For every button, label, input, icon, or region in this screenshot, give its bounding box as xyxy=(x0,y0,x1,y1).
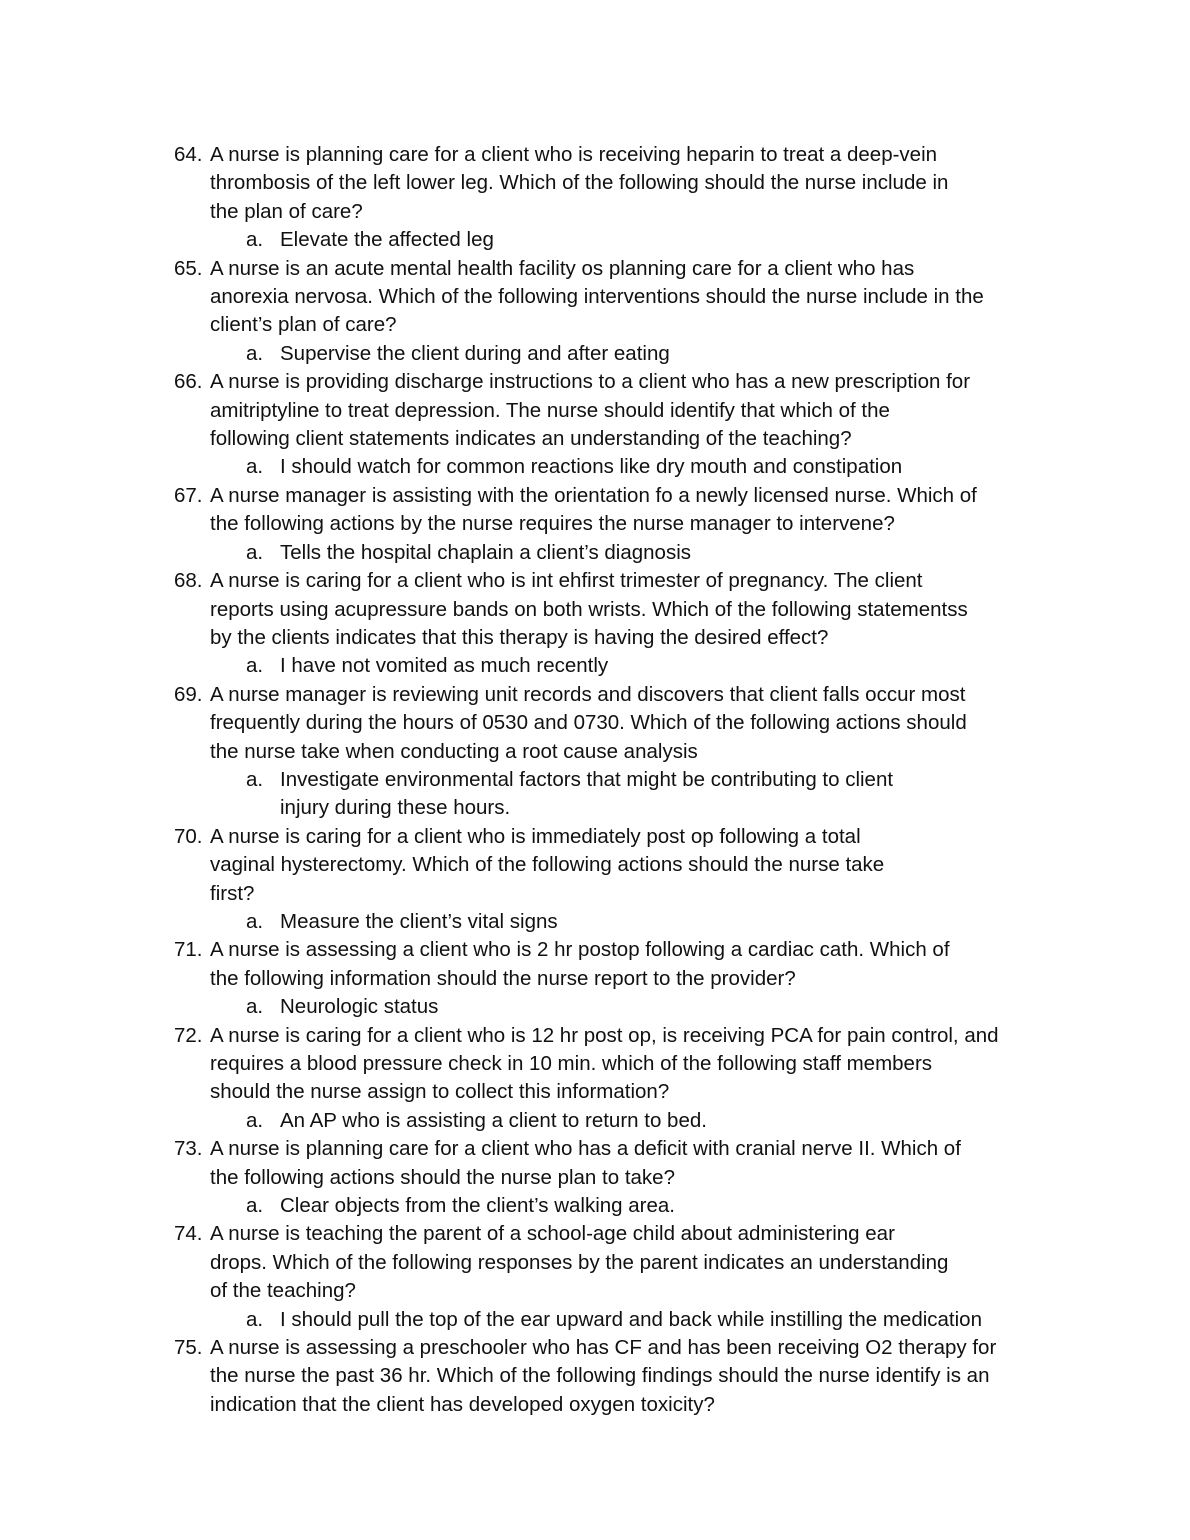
answer-text: I have not vomited as much recently xyxy=(280,654,609,678)
answer-item xyxy=(246,908,1044,936)
answer-text: Supervise the client during and after eating xyxy=(280,341,670,365)
question-number: 65. xyxy=(174,256,203,280)
answer-text: I should pull the top of the ear upward and back while instilling the medication xyxy=(280,1307,982,1331)
answer-text: Clear objects from the client’s walking area. xyxy=(280,1194,675,1218)
answer-text: Measure the client’s vital signs xyxy=(280,909,558,933)
answer-text: I should watch for common reactions like dry mouth and constipation xyxy=(280,455,903,479)
answer-item xyxy=(246,539,1044,567)
question-item xyxy=(174,681,1044,766)
answer-item xyxy=(246,652,1044,680)
question-item xyxy=(174,368,1044,453)
answer-text: Elevate the affected leg xyxy=(280,228,494,252)
question-item xyxy=(174,1135,1044,1192)
question-item xyxy=(174,141,1044,226)
question-text: A nurse is caring for a client who is 12 hr post op, is receiving PCA for pain control, and requires a blood pressure check in 10 min. which of the following staff members should the nurse assign to collect this information? xyxy=(210,1023,999,1104)
question-number: 70. xyxy=(174,824,203,848)
answer-letter: a. xyxy=(246,1108,264,1132)
question-item xyxy=(174,1022,1044,1107)
question-number: 73. xyxy=(174,1137,203,1161)
answer-letter: a. xyxy=(246,1307,264,1331)
question-item xyxy=(174,1220,1044,1305)
question-number: 64. xyxy=(174,143,203,166)
question-text: A nurse is teaching the parent of a school-age child about administering ear drops. Which of the following responses by the parent indicates an understanding of the teaching? xyxy=(210,1222,949,1303)
question-text: A nurse is assessing a client who is 2 hr postop following a cardiac cath. Which of the following information should the nurse report to the provider? xyxy=(210,938,950,990)
answer-letter: a. xyxy=(246,341,264,365)
answer-item xyxy=(246,993,1044,1021)
question-list xyxy=(174,141,1044,1419)
answer-text: Investigate environmental factors that might be contributing to client injury during these hours. xyxy=(280,767,894,820)
question-item xyxy=(174,482,1044,539)
question-number: 71. xyxy=(174,938,203,962)
answer-letter: a. xyxy=(246,654,264,678)
question-item xyxy=(174,823,1044,908)
question-number: 67. xyxy=(174,483,203,507)
answer-letter: a. xyxy=(246,1194,264,1218)
question-number: 75. xyxy=(174,1336,203,1360)
question-text: A nurse is planning care for a client who has a deficit with cranial nerve II. Which of the following actions should the nurse plan to take? xyxy=(210,1137,961,1189)
answer-item xyxy=(246,226,1044,254)
question-text: A nurse is caring for a client who is immediately post op following a total vaginal hysterectomy. Which of the following actions should the nurse take first? xyxy=(210,824,885,905)
answer-item xyxy=(246,340,1044,368)
question-item xyxy=(174,567,1044,652)
question-item xyxy=(174,255,1044,340)
question-text: A nurse manager is assisting with the orientation fo a newly licensed nurse. Which of the following actions by the nurse requires the nurse manager to intervene? xyxy=(210,483,977,536)
answer-item xyxy=(246,453,1044,481)
question-item xyxy=(174,936,1044,993)
question-number: 69. xyxy=(174,682,203,706)
answer-letter: a. xyxy=(246,909,264,933)
answer-letter: a. xyxy=(246,540,264,564)
answer-letter: a. xyxy=(246,455,264,479)
question-number: 72. xyxy=(174,1023,203,1047)
answer-item xyxy=(246,766,1044,823)
question-text: A nurse manager is reviewing unit records and discovers that client falls occur most frequently during the hours of 0530 and 0730. Which of the following actions should the nurse take when conducting a root cause analysis xyxy=(210,682,967,763)
answer-item xyxy=(246,1306,1044,1334)
question-item xyxy=(174,1334,1044,1419)
question-text: A nurse is planning care for a client who is receiving heparin to treat a deep-vein thrombosis of the left lower leg. Which of the following should the nurse include in the plan of care? xyxy=(210,143,949,223)
answer-text: Neurologic status xyxy=(280,995,439,1019)
answer-text: Tells the hospital chaplain a client’s diagnosis xyxy=(280,540,692,564)
answer-letter: a. xyxy=(246,995,264,1019)
question-number: 74. xyxy=(174,1222,203,1246)
answer-item xyxy=(246,1107,1044,1135)
answer-text: An AP who is assisting a client to return to bed. xyxy=(280,1108,707,1132)
question-text: A nurse is providing discharge instructions to a client who has a new prescription for amitriptyline to treat depression. The nurse should identify that which of the following client statements indicates an understanding of the teaching? xyxy=(210,370,971,451)
question-text: A nurse is caring for a client who is int ehfirst trimester of pregnancy. The client reports using acupressure bands on both wrists. Which of the following statementss by the clients indicates that this therapy is having the desired effect? xyxy=(210,569,968,649)
answer-letter: a. xyxy=(246,767,264,791)
answer-letter: a. xyxy=(246,228,264,252)
question-number: 66. xyxy=(174,370,203,394)
question-number: 68. xyxy=(174,569,203,593)
question-text: A nurse is an acute mental health facility os planning care for a client who has anorexia nervosa. Which of the following interventions should the nurse include in the client’s plan of care? xyxy=(210,256,984,337)
question-text: A nurse is assessing a preschooler who has CF and has been receiving O2 therapy for the nurse the past 36 hr. Which of the following findings should the nurse identify is an indication that the client has developed oxygen toxicity? xyxy=(210,1336,997,1416)
answer-item xyxy=(246,1192,1044,1220)
